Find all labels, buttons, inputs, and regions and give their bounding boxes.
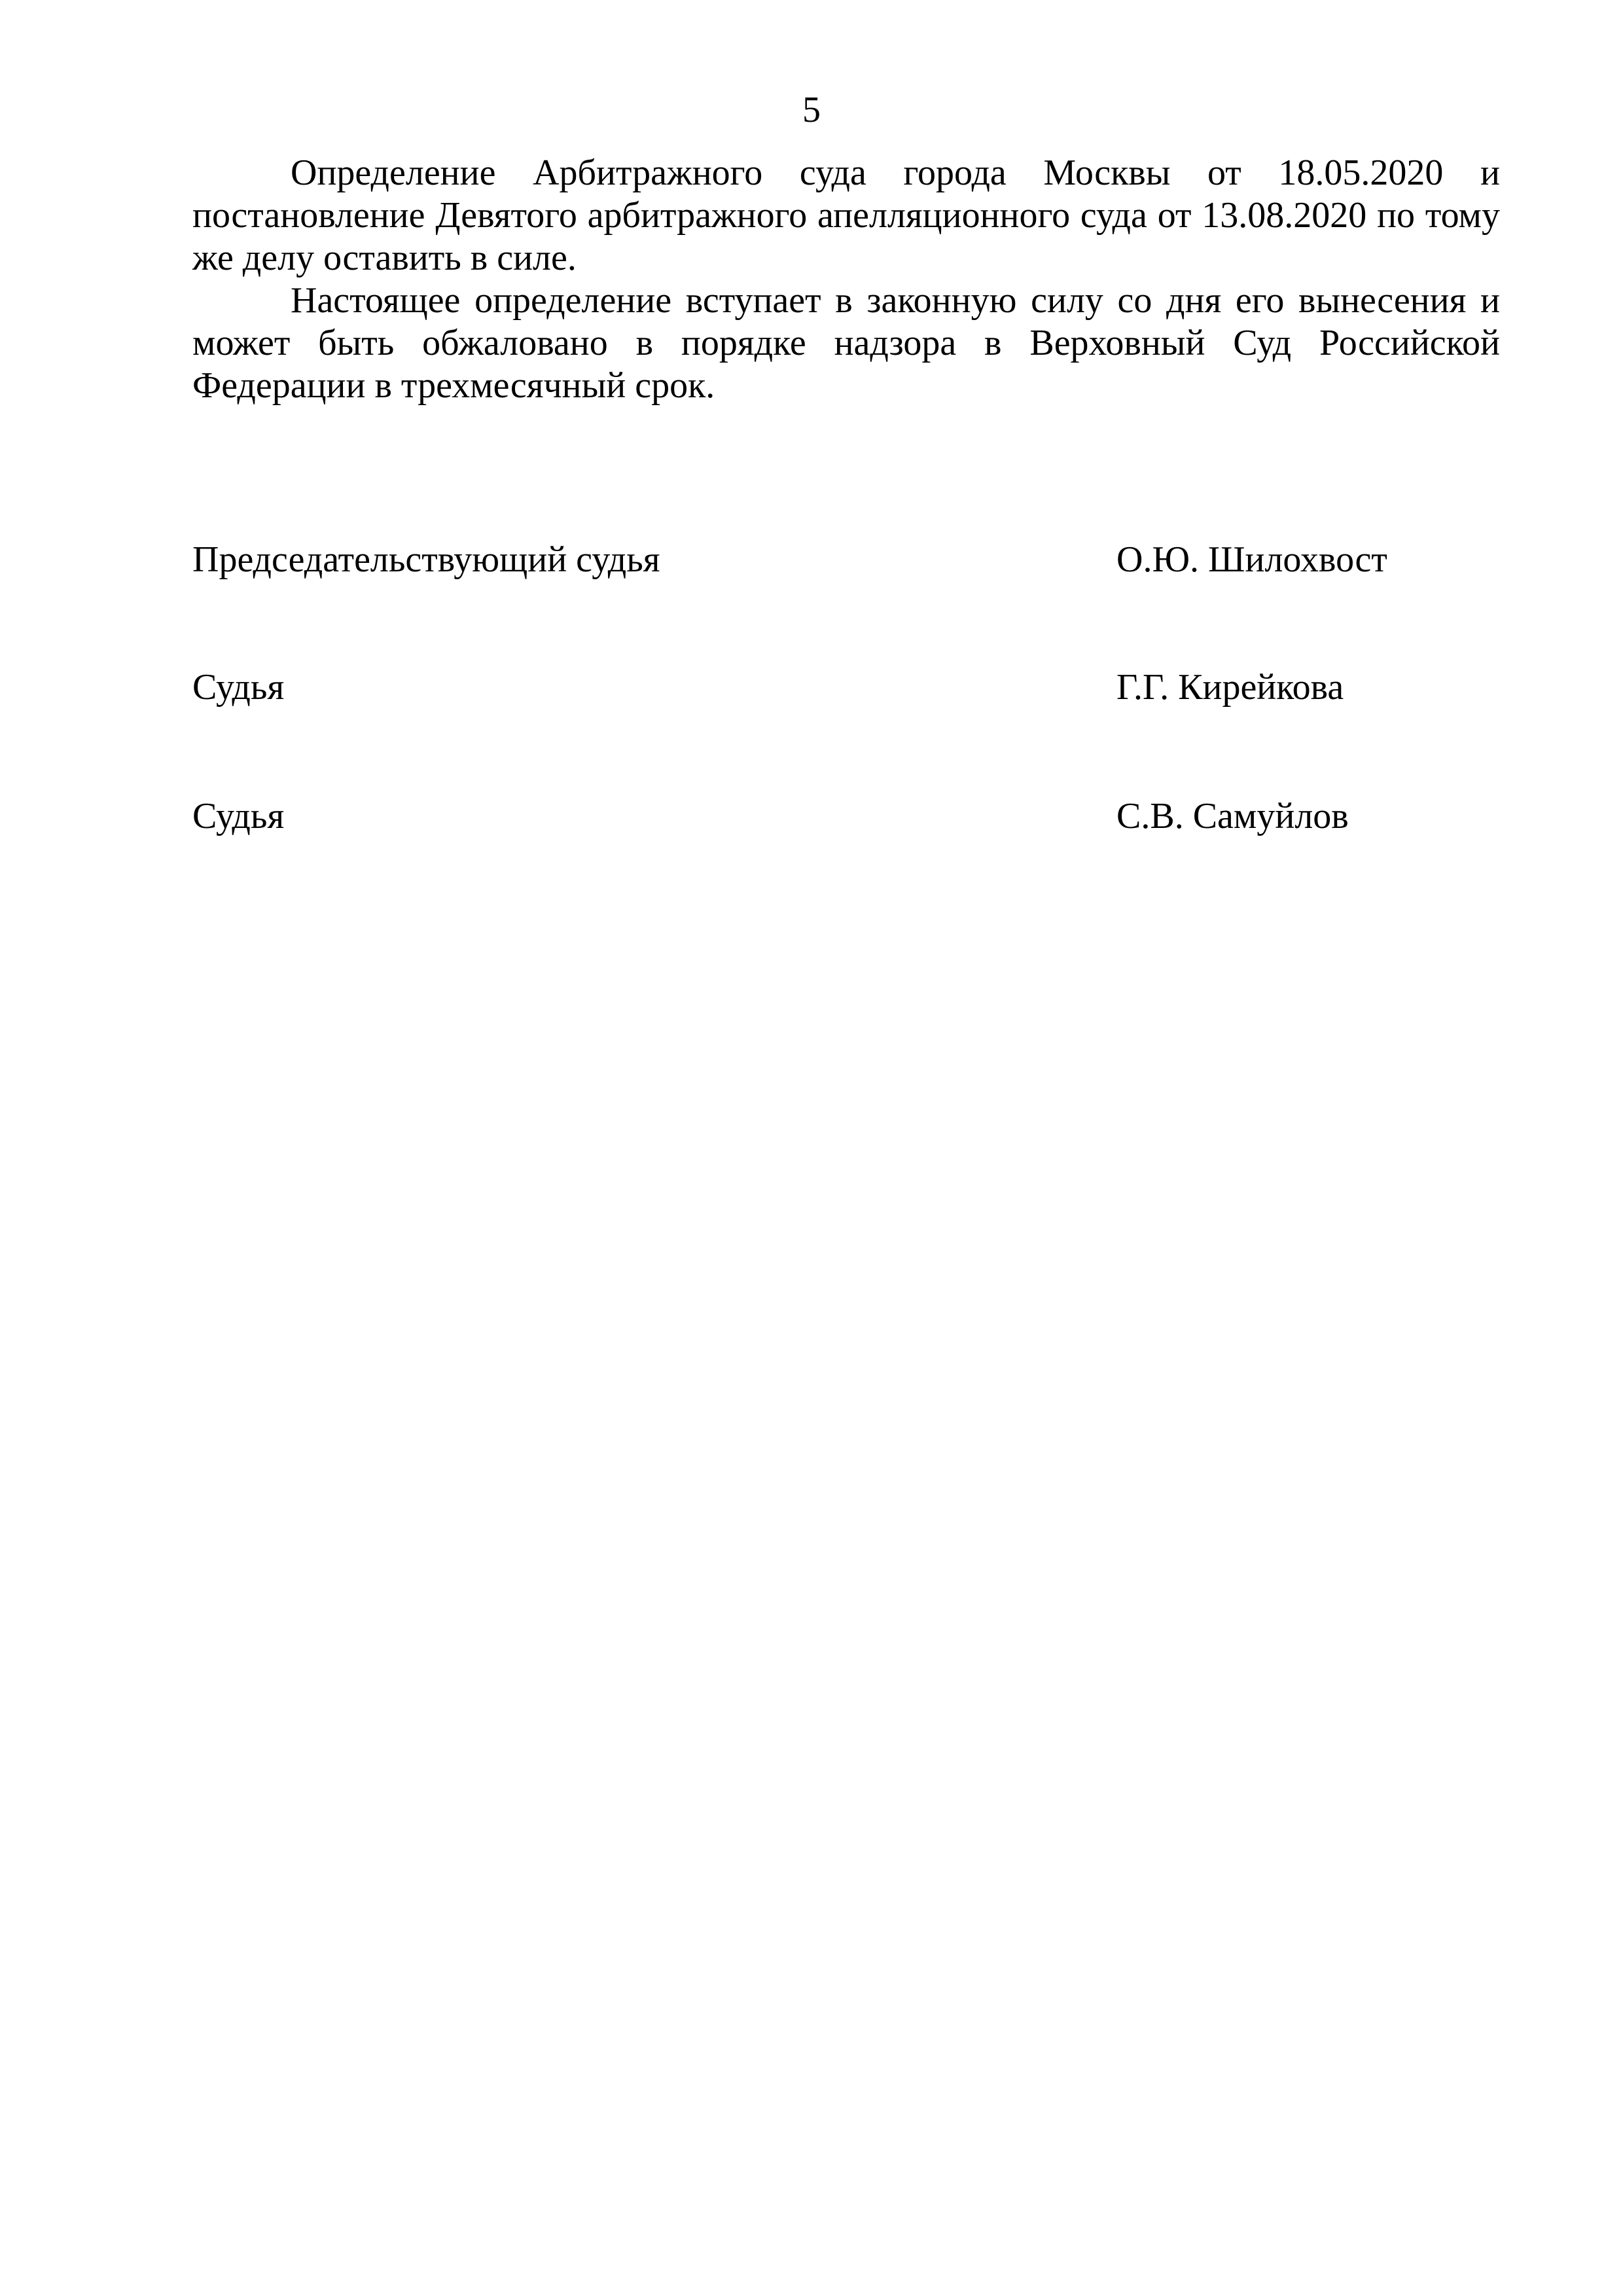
document-body	[192, 152, 1500, 407]
signature-judge-2	[192, 793, 1500, 839]
signature-judge-1	[192, 664, 1500, 710]
signature-role: Судья	[192, 667, 285, 708]
signature-name: О.Ю. Шилохвост	[1116, 539, 1387, 580]
signature-presiding-judge	[192, 537, 1500, 583]
paragraph-effect: Настоящее определение вступает в законную силу со дня его вынесения и может быть обжаловано в порядке надзора в Верховный Суд Российской Федерации в трехмесячный срок.	[192, 280, 1500, 406]
signature-role: Судья	[192, 796, 285, 836]
page-number: 5	[802, 90, 821, 130]
signature-name: Г.Г. Кирейкова	[1116, 667, 1344, 708]
paragraph-ruling: Определение Арбитражного суда города Москвы от 18.05.2020 и постановление Девятого арбитражного апелляционного суда от 13.08.2020 по тому же делу оставить в силе.	[192, 152, 1500, 278]
signature-role: Председательствующий судья	[192, 539, 660, 580]
signature-name: С.В. Самуйлов	[1116, 796, 1349, 836]
